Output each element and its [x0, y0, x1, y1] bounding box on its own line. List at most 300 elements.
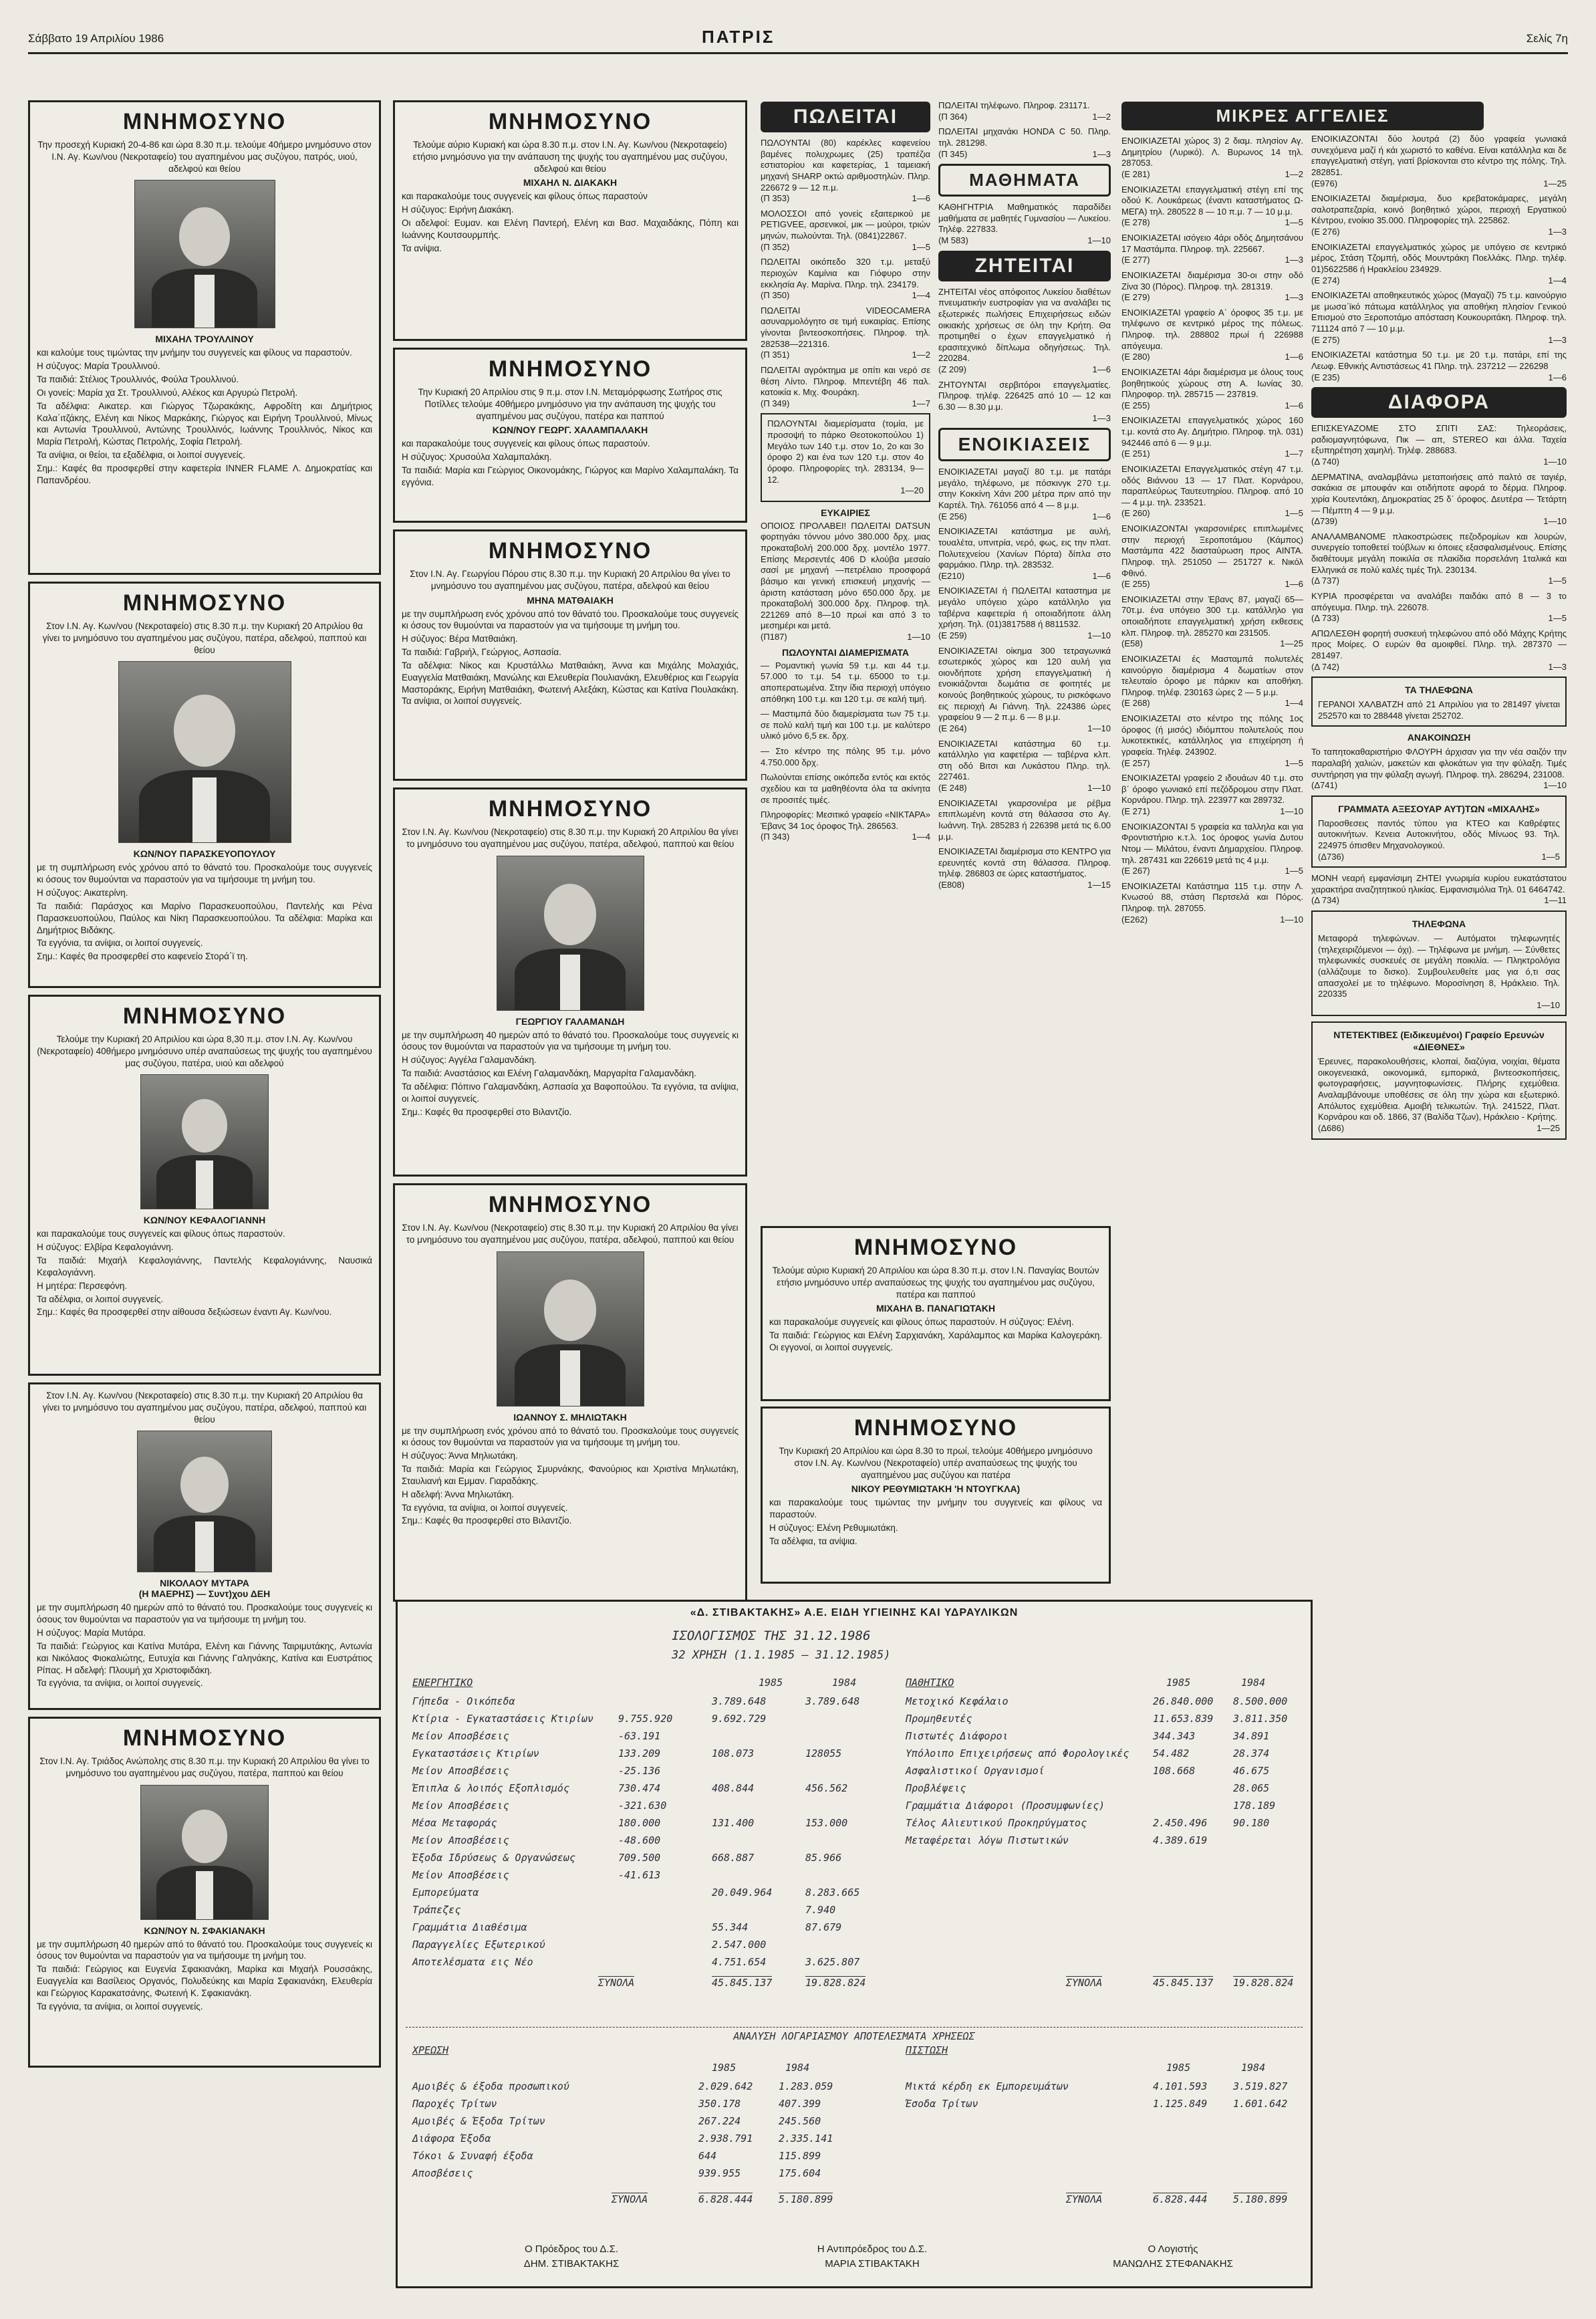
- classified-ad-footer: [1121, 449, 1303, 460]
- deceased-name: ΚΩΝ/ΝΟΥ ΠΑΡΑΣΚΕΥΟΠΟΥΛΟΥ: [133, 848, 276, 860]
- obituary-line: Τα παιδιά: Γεώργιος και Ελένη Σαρχιανάκη, Χαράλαμπος και Μαρίκα Καλογεράκη. Οι εγγονοί, οι λοιποί συγγενείς.: [769, 1330, 1102, 1353]
- portrait-photo: [134, 180, 275, 328]
- credit-heading: ΠΙΣΤΩΣΗ: [906, 2044, 948, 2056]
- classified-ad-number: 1—10: [1087, 783, 1111, 793]
- classified-ad-number: 1—25: [1543, 178, 1567, 189]
- credit-label: Έσοδα Τρίτων: [906, 2098, 978, 2110]
- profit-loss-title: ΑΝΑΛΥΣΗ ΛΟΓΑΡΙΑΣΜΟΥ ΑΠΟΤΕΛΕΣΜΑΤΑ ΧΡΗΣΕΩΣ: [406, 2027, 1303, 2042]
- asset-value: 668.887: [712, 1852, 755, 1864]
- accessories-text: Παροσθεσεις παντός τύπου για ΚΤΕΟ και Καθρέφτες αυτοκινήτων. Κενεια Αυτοκινήτου, οδός Μίνωος 93. Τηλ. 224975 όπισθεν Μηχανολογικού.: [1318, 818, 1560, 850]
- obituary-line: Τα παιδιά: Παράσχος και Μαρίνο Παρασκευοπούλου, Παντελής και Ρένα Παρασκευοπούλου, Παύλος και Νίκη Παρασκευοπούλου. Τα αδέλφια: Μαρίκα και Δημήτριος Βιδάκης.: [37, 900, 372, 935]
- classified-ad-ref: (E 275): [1311, 334, 1340, 345]
- obituary-body: [402, 1425, 739, 1528]
- credit-label: Μικτά κέρδη εκ Εμπορευμάτων: [906, 2080, 1069, 2092]
- debit-label: Τόκοι & Συναφή έξοδα: [412, 2150, 533, 2162]
- asset-label: Μείον Αποσβέσεις: [412, 1765, 509, 1777]
- assets-total: 45.845.137: [712, 1977, 773, 1989]
- signature-name: ΜΑΡΙΑ ΣΤΙΒΑΚΤΑΚΗ: [825, 2258, 920, 2270]
- section-header-apartments: ΠΩΛΟΥΝΤΑΙ ΔΙΑΜΕΡΙΣΜΑΤΑ: [781, 646, 910, 658]
- obituary-line: Η σύζυγος: Βέρα Ματθαιάκη.: [402, 634, 518, 644]
- liability-value: 28.065: [1233, 1782, 1270, 1794]
- obituary-line: Η σύζυγος: Αικατερίνη.: [37, 888, 128, 898]
- classified-ad-ref: (E 248): [938, 783, 967, 793]
- debit-value: 1.283.059: [779, 2080, 833, 2092]
- classified-ad-footer: [1121, 255, 1303, 266]
- obituary-line: Σημ.: Καφές θα προσφερθεί στην αίθουσα δεξιώσεων έναντι Αγ. Κων/νου.: [37, 1307, 332, 1318]
- sale-ads: [761, 138, 930, 409]
- classified-ad-text: ΕΝΟΙΚΙΑΖΕΤΑΙ στο κέντρο της πόλης 1ος όροφος (ή μισός) ιδιόμπτου πολυτελούς που λυκοτεκτικές, κατάλληλος για επιχείρηση ή γραφεία. Τηλέφ. 243902.: [1121, 713, 1303, 757]
- classified-ad-number: 1—3: [1092, 412, 1111, 423]
- assets-total: 19.828.824: [805, 1977, 866, 1989]
- classified-ad-footer: [1311, 516, 1567, 527]
- classified-ad-number: 1—6: [1092, 511, 1111, 521]
- asset-value: 55.344: [712, 1921, 749, 1933]
- obituary-intro: Την Κυριακή 20 Απριλίου και ώρα 8.30 το πρωί, τελούμε 40θήμερο μνημόσυνο στον Ι.Ν. Αγ. Κων/νου (Νεκροταφείο) υπέρ αναπαύσεως της ψυχής του αγαπημένου μας συζύγου και πατέρα: [779, 1446, 1093, 1480]
- classified-ad-number: 1—6: [1285, 352, 1303, 362]
- classified-ad-text: ΠΩΛΕΙΤΑΙ αγρόκτημα με οπίτι και νερό σε θέση Λίντο. Πληροφ. Μπεντέβη 46 παλ. κατοικία κ. Μιχ. Φουράκη.: [761, 364, 930, 398]
- rental-ads-c: [1311, 134, 1567, 383]
- classified-ad-number: 1—3: [1548, 661, 1567, 672]
- obituary-line: Η αδελφή: Άννα Μηλιωτάκη.: [402, 1489, 514, 1499]
- classified-ad-number: 1—3: [1548, 227, 1567, 237]
- classified-ad-text: ΚΥΡΙΑ προσφέρεται να αναλάβει παιδάκι από 8 — 3 το απόγευμα. Πληρ. τηλ. 226078.: [1311, 590, 1567, 612]
- credit-total: ΣΥΝΟΛΑ: [1066, 2193, 1103, 2205]
- accessories-title: ΓΡΑΜΜΑΤΑ ΑΞΕΣΟΥΑΡ ΑΥΤ)ΤΩΝ «ΜΙΧΑΛΗΣ»: [1338, 803, 1540, 814]
- debit-value: 939.955: [698, 2167, 741, 2179]
- obituary-notice: [393, 787, 747, 1177]
- obituary-line: με την συμπλήρωση ενός χρόνου από τον θάνατό του. Προσκαλούμε τους συγγενείς κι όσους τον θυμούνται να παραστούν για να τιμήσουμε τη μνήμη του.: [402, 608, 739, 631]
- classifieds-column-3: [761, 100, 930, 847]
- misc-ads: [1311, 423, 1567, 673]
- asset-value: 730.474: [618, 1782, 661, 1794]
- section-header-sale: ΠΩΛΕΙΤΑΙ: [761, 102, 930, 132]
- classified-ad: [1121, 308, 1303, 363]
- wanted-ads: [938, 287, 1111, 424]
- classified-ad-footer: [1311, 275, 1567, 287]
- obituary-title: ΜΝΗΜΟΣΥΝΟ: [488, 538, 652, 564]
- obituary-line: Τα παιδιά: Μαρία και Γεώργιος Σμυρνάκης, Φανούριος και Χριστίνα Μηλιωτάκη, Σταυλιανή και Εμμαν. Γιαραδάκης.: [402, 1464, 739, 1486]
- classified-ad-footer: [1121, 169, 1303, 180]
- classified-ad-footer: [761, 632, 930, 643]
- obituary-notice: [393, 100, 747, 341]
- classified-ad-footer: [938, 511, 1111, 523]
- liability-value: 28.374: [1233, 1747, 1270, 1759]
- assets-total: ΣΥΝΟΛΑ: [598, 1977, 635, 1989]
- asset-value: 9.692.729: [712, 1713, 767, 1725]
- classified-ad-footer: [1121, 352, 1303, 363]
- classified-ad-footer: [1311, 613, 1567, 624]
- debit-year-1984: 1984: [785, 2062, 810, 2074]
- classified-ad-ref: (Δ 740): [1311, 457, 1339, 467]
- liabilities-total: 45.845.137: [1153, 1977, 1214, 1989]
- obituary-line: Η σύζυγος: Μαρία Τρουλλινού.: [37, 361, 160, 372]
- telephones-title: ΤΗΛΕΦΩΝΑ: [1412, 919, 1466, 930]
- asset-label: Γήπεδα - Οικόπεδα: [412, 1695, 515, 1707]
- obituary-line: Η μητέρα: Περσεφόνη.: [37, 1280, 128, 1291]
- classified-ad-number: 1—4: [1548, 275, 1567, 285]
- classified-ad: [761, 746, 930, 768]
- bargain-ads: [761, 521, 930, 643]
- credit-value: 4.101.593: [1153, 2080, 1208, 2092]
- classified-ad-number: 1—6: [1285, 400, 1303, 410]
- asset-value: 408.844: [712, 1782, 755, 1794]
- boxed-sale-text: ΠΩΛΟΥΝΤΑΙ διαμερίσματα (τομία, με προσοψή το πάρκο Θεοτοκοπούλου 1) Μεγάλο των 140 τ.μ. στον 1ο, 2ο και 3ο όροφο 2) και ένα των 120 τ.μ. στον 4ο όροφο. Πληροφορίες τηλ. 283134, 9—12.: [767, 418, 924, 485]
- deceased-name: ΝΙΚΟΛΑΟΥ ΜΥΤΑΡΑ (Η ΜΑΕΡΗΣ) — Συντ)χου ΔΕΗ: [138, 1578, 271, 1600]
- obituary-intro: Στον Ι.Ν. Αγ. Κων/νου (Νεκροταφείο) στις 8.30 π.μ. την Κυριακή 20 Απριλίου θα γίνει το μνημόσυνο του αγαπημένου μας συζύγου, πατέρα, αδελφού, παππού και θείου: [402, 827, 739, 849]
- obituary-line: με τη συμπλήρωση ενός χρόνου από το θάνατό του. Προσκαλούμε τους συγγενείς κι όσους τον θυμούνται να παραστούν για να τιμήσουμε τη μνήμη του.: [37, 862, 372, 885]
- obituary-intro: Στον Ι.Ν. Αγ. Τριάδος Ανώπολης στις 8.30 π.μ. την Κυριακή 20 Απριλίου θα γίνει το μνημόσυνο του αγαπημένου μας συζύγου, πατέρα, παππού και θείου: [39, 1756, 370, 1778]
- classified-ad: [1121, 233, 1303, 266]
- debit-value: 2.335.141: [779, 2132, 833, 2145]
- classified-ad-text: ΕΝΟΙΚΙΑΖΕΤΑΙ κατάστημα 60 τ.μ. κατάλληλο για καφετέρια — ταβέρνα κλπ. στη οδό Βιτσι και Λυκάστου Πληρ. τηλ. 227461.: [938, 738, 1111, 782]
- obituary-line: και παρακαλούμε τους τιμώντας την μνήμην του συγγενείς και φίλους να παραστούν.: [769, 1497, 1102, 1520]
- debit-label: Παροχές Τρίτων: [412, 2098, 497, 2110]
- classified-ad: [1311, 242, 1567, 287]
- obituary-line: Τα παιδιά: Στέλιος Τρουλλινός, Φούλα Τρουλλινού.: [37, 374, 239, 385]
- debit-label: Αμοιβές & έξοδα προσωπικού: [412, 2080, 569, 2092]
- classified-ad-ref: (E 267): [1121, 866, 1150, 876]
- classified-ad-footer: [761, 193, 930, 205]
- classified-ad-text: ΕΝΟΙΚΙΑΖΟΝΤΑΙ 5 γραφεία κα ταλληλα και για Φροντιστήριο κ.τ.λ. 1ος όροφος γωνία Δυτου Ντομ — Μιλάτου, έναντι Δημαρχείου. Πληροφ. τηλ. 287431 και 226619 μετά τις 4 μ.μ.: [1121, 821, 1303, 865]
- signature-role: Η Αντιπρόεδρος του Δ.Σ.: [817, 2243, 928, 2255]
- asset-value: 4.751.654: [712, 1956, 767, 1968]
- signature-role: Ο Λογιστής: [1148, 2243, 1198, 2255]
- classified-ad-ref: (Π187): [761, 632, 787, 642]
- liability-value: 54.482: [1153, 1747, 1190, 1759]
- classified-ad-number: 1—6: [1548, 372, 1567, 382]
- asset-value: 85.966: [805, 1852, 842, 1864]
- classified-ad-ref: (E 256): [938, 511, 967, 521]
- classified-ad: [761, 709, 930, 742]
- obituary-notice: [28, 1382, 381, 1710]
- announcement-number: 1—10: [1543, 780, 1567, 791]
- obituary-line: Τα παιδιά: Μαρία και Γεώργιος Οικονομάκης, Γιώργος και Μαρίνο Χαλαμπαλάκη. Τα εγγόνια.: [402, 465, 739, 487]
- obituary-line: Τα παιδιά: Γαβριήλ, Γεώργιος, Ασπασία.: [402, 647, 561, 658]
- deceased-name: ΜΙΧΑΗΛ ΤΡΟΥΛΛΙΝΟΥ: [155, 334, 254, 345]
- debit-value: 175.604: [779, 2167, 821, 2179]
- classified-ad-footer: [938, 413, 1111, 424]
- classified-ad-ref: (E 280): [1121, 352, 1150, 362]
- classified-ad-ref: (E 255): [1121, 400, 1150, 410]
- classified-ad: [761, 772, 930, 806]
- asset-value: 87.679: [805, 1921, 842, 1933]
- debit-value: 2.029.642: [698, 2080, 753, 2092]
- classified-ad-text: ΑΠΩΛΕΣΘΗ φορητή συσκευή τηλεφώνου από οδό Μάχης Κρήτης προς Μοίρες. Ο ευρών θα αμοιφθεί. Πληρ. τηλ. 287370 — 281497.: [1311, 628, 1567, 660]
- asset-value: 3.789.648: [805, 1695, 860, 1707]
- classified-ad: [1311, 591, 1567, 624]
- classified-ad-footer: [1121, 914, 1303, 926]
- classified-ad-text: — Ρομαντική γωνία 59 τ.μ. και 44 τ.μ. 57.000 το τ.μ. 54 τ.μ. 65000 το τ.μ. αποπερατωμένα. Στην ίδια περιοχή υπόγειο απόθηκη 100 τ.μ. και 120 τ.μ. σε καλή τιμή.: [761, 660, 930, 704]
- classified-ad-ref: (E808): [938, 880, 965, 890]
- obituary-intro: Στον Ι.Ν. Αγ. Κων/νου (Νεκροταφείο) στις 8.30 π.μ. την Κυριακή 20 Απριλίου θα γίνει το μνημόσυνο του αγαπημένου μας συζύγου, πατέρα, αδελφού, παππού και θείου: [402, 1223, 739, 1245]
- classified-ad-number: 1—10: [1087, 630, 1111, 640]
- asset-value: 709.500: [618, 1852, 661, 1864]
- section-header-wanted: ΖΗΤΕΙΤΑΙ: [938, 251, 1111, 281]
- classified-ad: [1121, 136, 1303, 180]
- classified-ad-footer: [761, 350, 930, 361]
- asset-value: 108.073: [712, 1747, 755, 1759]
- asset-label: Εμπορεύματα: [412, 1886, 479, 1899]
- asset-label: Μείον Αποσβέσεις: [412, 1730, 509, 1742]
- classified-ad: [761, 660, 930, 705]
- classified-ad: [761, 257, 930, 301]
- classified-ad-text: ΟΠΟΙΟΣ ΠΡΟΛΑΒΕΙ! ΠΩΛΕΙΤΑΙ DATSUN φορτηγάκι τόννου μόνο 380.000 δρχ. μιας προκαταβολή 200.000 δρχ. μοντέλο 1977. Επίσης Μερσεντές 406 D κλούβα μεσαίο σασί με μηχανή —πετρέλαιο προσφορά βάσιμο και γενική επισκευή μηχανής —άριστη κατάσταση μόνο 650.000 δρχ. με προκαταβολή 300.000 δρχ. Πληροφ. τηλ. 221269 από 8—10 πρωί και από 3 το μεσημέρι και μετά.: [761, 520, 930, 631]
- telephones-ad: [1311, 910, 1567, 1016]
- classified-ad-ref: (E 281): [1121, 168, 1150, 179]
- classified-ad: [761, 138, 930, 205]
- asset-value: 180.000: [618, 1817, 661, 1829]
- classified-ad-footer: [1311, 576, 1567, 587]
- obituary-column-2: [393, 100, 747, 1608]
- classified-ad-number: 1—3: [1548, 334, 1567, 345]
- obituary-line: με την συμπλήρωση 40 ημερών από το θάνατό του. Προσκαλούμε τους συγγενείς κι όσους τον θυμούνται να παραστούν για να τιμήσουμε τη μνήμη του.: [37, 1939, 372, 1961]
- classified-ad-ref: (Δ 737): [1311, 576, 1339, 586]
- deceased-name: ΚΩΝ/ΝΟΥ ΓΕΩΡΓ. ΧΑΛΑΜΠΑΛΑΚΗ: [492, 424, 648, 436]
- deceased-name: ΜΙΧΑΗΛ Β. ΠΑΝΑΓΙΩΤΑΚΗ: [876, 1303, 996, 1314]
- classified-ad-text: — Στο κέντρο της πόλης 95 τ.μ. μόνο 4.750.000 δρχ.: [761, 746, 930, 767]
- deceased-name: ΝΙΚΟΥ ΡΕΘΥΜΙΩΤΑΚΗ 'Η ΝΤΟΥΓΚΛΑ): [851, 1483, 1021, 1495]
- liability-value: 90.180: [1233, 1817, 1270, 1829]
- personal-ad-number: 1—11: [1544, 895, 1567, 906]
- classified-ad-footer: [1121, 866, 1303, 877]
- page-number: Σελίς 7η: [1526, 32, 1568, 45]
- classified-ad-ref: (E 268): [1121, 698, 1150, 709]
- classified-ad-text: ΕΝΟΙΚΙΑΖΕΤΑΙ Κατάστημα 115 τ.μ. στην Λ. Κνωσού 88, στάση Περτσελά και Πόρος. Πληροφ. τηλ. 287055.: [1121, 880, 1303, 913]
- liability-value: 8.500.000: [1233, 1695, 1288, 1707]
- classified-ad-footer: [1311, 178, 1567, 190]
- classified-ad: [761, 306, 930, 361]
- classified-ad: [938, 526, 1111, 582]
- section-header-rentals: ΕΝΟΙΚΙΑΣΕΙΣ: [938, 428, 1111, 461]
- classified-ad-text: ΑΝΑΛΑΜΒΑΝΟΜΕ πλακοστρώσεις πεζοδρομίων και λουρών, συνεργείο τοποθετεί τούβλων κι όποιες εξασφαλισμένους. Επίσης διαθέτουμε μεγάλη ποικιλία σε πλακίδια πορσελάνη 1ταλικά και Ελληνικά σε πολύ καλές τιμές Τηλ. 230134.: [1311, 531, 1567, 575]
- liability-label: Τέλος Αλιευτικού Προκηρύγματος: [906, 1817, 1087, 1829]
- classified-ad-footer: [938, 149, 1111, 160]
- classified-ad-text: ΚΑΘΗΓΗΤΡΙΑ Μαθηματικός παραδίδει μαθήματα σε μαθητές Γυμνασίου — Λυκείου. Τηλέφ. 227833.: [938, 202, 1111, 235]
- debit-label: Αποσβέσεις: [412, 2167, 473, 2179]
- deceased-name: ΙΩΑΝΝΟΥ Σ. ΜΗΛΙΩΤΑΚΗ: [513, 1411, 627, 1423]
- classified-ad-number: 1—10: [907, 632, 930, 642]
- asset-value: -48.600: [618, 1834, 661, 1846]
- liability-label: Υπόλοιπο Επιχειρήσεως από Φορολογικές: [906, 1747, 1129, 1759]
- classified-ad-footer: [761, 290, 930, 301]
- detectives-ad: [1311, 1021, 1567, 1139]
- liability-value: 344.343: [1153, 1730, 1196, 1742]
- asset-value: 133.209: [618, 1747, 661, 1759]
- deceased-name: ΜΙΧΑΗΛ Ν. ΔΙΑΚΑΚΗ: [523, 177, 618, 189]
- classified-ad-number: 1—6: [912, 193, 930, 204]
- classified-ad-number: 1—4: [912, 290, 930, 301]
- liability-value: 11.653.839: [1153, 1713, 1214, 1725]
- liability-value: 178.189: [1233, 1800, 1276, 1812]
- classified-ad-text: ΕΝΟΙΚΙΑΖΕΤΑΙ διαμέρισμα στο ΚΕΝΤΡΟ για ερευνητές κοντά στη θάλασσα. Πληροφ. τηλέφ. 286803 σε ώρες καταστήματος.: [938, 846, 1111, 879]
- classified-ad-ref: (Π 350): [761, 290, 790, 301]
- apartment-ads: [761, 660, 930, 843]
- asset-value: 2.547.000: [712, 1939, 767, 1951]
- asset-value: 3.789.648: [712, 1695, 767, 1707]
- obituary-notice: [393, 1183, 747, 1602]
- obituary-notice: [28, 100, 381, 575]
- obituary-line: Τα εγγόνια, τα ανίψια, οι λοιποί συγγενείς.: [37, 2001, 203, 2011]
- classified-ad: [761, 521, 930, 643]
- balance-sheet-company: «Δ. ΣΤΙΒΑΚΤΑΚΗΣ» Α.Ε. ΕΙΔΗ ΥΓΙΕΙΝΗΣ ΚΑΙ ΥΔΡΑΥΛΙΚΩΝ: [690, 1607, 1019, 1618]
- detectives-title: ΝΤΕΤΕΚΤΙΒΕΣ (Ειδικευμένοι) Γραφείο Ερευνών «ΔΙΕΘΝΕΣ»: [1333, 1029, 1545, 1053]
- classified-ad: [761, 365, 930, 410]
- obituary-line: Σημ.: Καφές θα προσφερθεί στο Βιλαντζίο.: [402, 1515, 572, 1526]
- classified-ad-ref: (E 257): [1121, 757, 1150, 768]
- debit-value: 407.399: [779, 2098, 821, 2110]
- section-header-small-ads: ΜΙΚΡΕΣ ΑΓΓΕΛΙΕΣ: [1121, 102, 1484, 130]
- classified-ad-number: 1—2: [912, 350, 930, 360]
- classified-ad-text: ΕΝΟΙΚΙΑΖΕΤΑΙ μαγαζί 80 τ.μ. με πατάρι μεγάλο, τηλέφωνο, με πόσκινγκ 270 τ.μ. στην Κοκκίνη Χάνι 200 μέτρα πριν από την Καρτέλ. Τηλ. 761056 από 4 — 8 μ.μ.: [938, 467, 1111, 510]
- section-header-bargains: ΕΥΚΑΙΡΙΕΣ: [821, 507, 870, 518]
- classified-ad-footer: [1311, 227, 1567, 238]
- phones-notice: [1311, 677, 1567, 727]
- classified-ad-number: 1—4: [1285, 698, 1303, 709]
- obituary-line: Τα παιδιά: Μιχαήλ Κεφαλογιάννης, Παντελής Κεφαλογιάννης, Ναυσικά Κεφαλογιάννη.: [37, 1255, 372, 1277]
- classified-ad-ref: (E210): [938, 570, 965, 581]
- classified-ad-footer: [1121, 758, 1303, 769]
- classified-ad-ref: (Π 345): [938, 148, 968, 159]
- classified-ad: [1121, 822, 1303, 877]
- classified-ad: [1121, 713, 1303, 769]
- classified-ad-ref: (Δ739): [1311, 516, 1338, 527]
- accessories-ref: (Δ736): [1318, 851, 1345, 862]
- classified-ad-footer: [938, 571, 1111, 582]
- debit-label: Διάφορα Έξοδα: [412, 2132, 491, 2145]
- assets-year-1985: 1985: [759, 1677, 783, 1689]
- classified-ad-number: 1—3: [1285, 292, 1303, 303]
- obituary-line: και παρακαλούμε συγγενείς και φίλους όπως παραστούν. Η σύζυγος: Ελένη.: [769, 1317, 1074, 1328]
- classified-ad-text: ΕΝΟΙΚΙΑΖΕΤΑΙ οίκημα 300 τετραγωνικά εσωτερικός χώρος και 120 αυλή για οιονδήποτε χρήση επαγγελματική ή ενοικιάζονται δωμάτια σε φοιτητές με κοινούς βοηθητικούς χώρους, τυ ρισκόφωνο εις περιοχή Αι Γιάννη. Τηλ. 224386 ώρες γραφείου 9 — 2 π.μ. 6 — 8 μ.μ.: [938, 645, 1111, 723]
- obituary-title: ΜΝΗΜΟΣΥΝΟ: [122, 1725, 287, 1751]
- obituary-notice: [761, 1226, 1111, 1401]
- classified-ad-number: 1—7: [1285, 449, 1303, 459]
- assets-heading: ΕΝΕΡΓΗΤΙΚΟ: [412, 1677, 473, 1689]
- obituary-body: [769, 1497, 1102, 1547]
- classified-ad-text: ΠΩΛΕΙΤΑΙ οικόπεδο 320 τ.μ. μεταξύ περιοχών Καμίνια και Γιόφυρο στην εκκλησία Αγ. Μαρίνα. Πληρ. τηλ. 234179.: [761, 257, 930, 289]
- liability-label: Μεταφέρεται λόγω Πιστωτικών: [906, 1834, 1069, 1846]
- asset-value: 456.562: [805, 1782, 848, 1794]
- classified-ad-ref: (E 278): [1121, 217, 1150, 228]
- classified-ad-footer: [1311, 335, 1567, 346]
- obituary-body: [37, 347, 372, 486]
- obituary-line: με την συμπλήρωση 40 ημερών από το θάνατό του. Προσκαλούμε τους συγγενείς κι όσους τον θυμούνται να παραστούν για να τιμήσουμε τη μνήμη του.: [402, 1029, 739, 1052]
- asset-label: Έξοδα Ιδρύσεως & Οργανώσεως: [412, 1852, 575, 1864]
- asset-label: Έπιπλα & λοιπός Εξοπλισμός: [412, 1782, 569, 1794]
- obituary-line: με την συμπλήρωση 40 ημερών από το θάνατό του. Προσκαλούμε τους συγγενείς κι όσους τον θυμούνται να παραστούν για να τιμήσουμε τη μνήμη του.: [37, 1602, 372, 1625]
- classifieds-column-6: [1311, 134, 1567, 1145]
- classified-ad-footer: [938, 723, 1111, 735]
- signature-name: ΜΑΝΩΛΗΣ ΣΤΕΦΑΝΑΚΗΣ: [1113, 2258, 1233, 2270]
- classified-ad-number: 1—10: [1087, 723, 1111, 733]
- obituary-body: [37, 1602, 372, 1689]
- obituary-line: Η σύζυγος: Άννα Μηλιωτάκη.: [402, 1451, 518, 1461]
- classified-ad-footer: [938, 630, 1111, 642]
- assets-year-1984: 1984: [832, 1677, 857, 1689]
- obituary-intro: Την Κυριακή 20 Απριλίου στις 9 π.μ. στον Ι.Ν. Μεταμόρφωσης Σωτήρος στις Ποτίλλες τελούμε 40θήμερο μνημόσυνο για την ανάπαυση της ψυχής του αγαπημένου μας συζύγου, πατέρα και παππού: [418, 387, 722, 421]
- liabilities-year-1984: 1984: [1241, 1677, 1266, 1689]
- debit-value: 245.560: [779, 2115, 821, 2127]
- accessories-number: 1—5: [1541, 851, 1560, 862]
- classified-ad-text: ΕΝΟΙΚΙΑΖΕΤΑΙ ή ΠΩΛΕΙΤΑΙ καταστημα με μεγάλο υπόγειο χώρο κατάλληλο για ταβέρνα καφετερία ή οποιαδήποτε άλλη χρήση. Τηλ. (01)3817588 ή 8811532.: [938, 586, 1111, 630]
- portrait-photo: [118, 661, 291, 843]
- classified-ad-number: 1—15: [1087, 880, 1111, 890]
- debit-total: 6.828.444: [698, 2193, 753, 2205]
- liabilities-total: ΣΥΝΟΛΑ: [1066, 1977, 1103, 1989]
- classified-ad-ref: (E 277): [1121, 255, 1150, 265]
- classified-ad-ref: (Π 364): [938, 111, 968, 122]
- portrait-photo: [497, 856, 644, 1011]
- classified-ad-text: ΕΝΟΙΚΙΑΖΕΤΑΙ 4άρι διαμέρισμα με όλους τους βοηθητικούς χώρους στη Α. Ιωνίας 30. Πληροφορ. τηλ. 285715 — 237819.: [1121, 366, 1303, 400]
- classified-ad: [1311, 193, 1567, 238]
- deceased-name: ΓΕΩΡΓΙΟΥ ΓΑΛΑΜΑΝΔΗ: [515, 1015, 625, 1027]
- sale-ads-continued: [938, 100, 1111, 160]
- classified-ad-ref: (Π 351): [761, 350, 790, 360]
- liability-value: 34.891: [1233, 1730, 1270, 1742]
- asset-value: -63.191: [618, 1730, 661, 1742]
- classified-ad-ref: (E 235): [1311, 372, 1340, 382]
- obituary-line: Οι γονείς: Μαρία χα Στ. Τρουλλινού, Αλέκος και Αργυρώ Πετρολή.: [37, 387, 298, 398]
- classified-ad: [1121, 415, 1303, 460]
- classified-ad-number: 1—6: [1285, 579, 1303, 590]
- classified-ad-text: ΔΕΡΜΑΤΙΝΑ, αναλαμβάνω μεταποιήσεις από παλτό σε ταγιέρ, σακάκια σε μπουφάν και οτιδήποτε αφορά το δέρμα. Πληροφ. χιρία Κουτεντάκη, Δημοκρατίας 25 δ΄ όροφος. Δευτέρα — Τετάρτη — Πέμπτη 4 — 9 μ.μ.: [1311, 471, 1567, 515]
- classified-ad-ref: (E 255): [1121, 579, 1150, 590]
- liabilities-heading: ΠΑΘΗΤΙΚΟ: [906, 1677, 954, 1689]
- classified-ad-ref: (E 276): [1311, 227, 1340, 237]
- classified-ad: [1121, 881, 1303, 926]
- classified-ad-number: 1—5: [1285, 866, 1303, 876]
- asset-label: Μείον Αποσβέσεις: [412, 1800, 509, 1812]
- obituary-body: [37, 1228, 372, 1318]
- boxed-sale-ad: [761, 413, 930, 501]
- classified-ad-number: 1—3: [1092, 148, 1111, 159]
- debit-year-1985: 1985: [712, 2062, 737, 2074]
- issue-date: Σάββατο 19 Απριλίου 1986: [28, 32, 164, 45]
- classified-ad-ref: (E 264): [938, 723, 967, 733]
- classified-ad-number: 1—5: [1285, 757, 1303, 768]
- liability-value: 2.450.496: [1153, 1817, 1208, 1829]
- classified-ad: [938, 739, 1111, 794]
- classified-ad-number: 1—2: [1285, 168, 1303, 179]
- classified-ad-number: 1—5: [1285, 217, 1303, 228]
- classified-ad-text: ΕΝΟΙΚΙΑΖΕΤΑΙ κατάστημα 50 τ.μ. με 20 τ.μ. πατάρι, επί της Λεωφ. Εθνικής Αντιστάσεως 41 Πληρ. τηλ. 237212 — 226298: [1311, 350, 1567, 371]
- credit-year-1984: 1984: [1241, 2062, 1266, 2074]
- detectives-text: Έρευνες, παρακολουθήσεις, κλοπαί, διαζύγια, νοιχίαι, θέματα οικογενειακά, οικονομικά, εμπορικά, βιντεοσκοπήσεις, φωτογραφήσεις, μαγνητοφωνίσεις. Πλήρης εχεμύθεια. Αναλαμβάνουμε υποθέσεις σε όλη την χώρα και εξωτερικό. Απόλυτος εχεμύθεια. Αμοιβή τελικωτών. Τηλ. 241522, Πλατ. Κορνάρου και οδ. 1866, 37 (Βαλίδα Τζων), Ηράκλειο - Κρήτης.: [1318, 1056, 1560, 1122]
- classified-ad-footer: [1121, 579, 1303, 590]
- classified-ad: [1121, 654, 1303, 709]
- classified-ad: [938, 846, 1111, 891]
- obituary-body: [37, 862, 372, 963]
- asset-value: 153.000: [805, 1817, 848, 1829]
- obituary-intro: Στον Ι.Ν. Αγ. Γεωργίου Πόρου στις 8.30 π.μ. την Κυριακή 20 Απριλίου θα γίνει το μνημόσυνο του αγαπημένου μας συζύγου, πατέρα, αδελφού και θείου: [410, 569, 730, 591]
- classified-ad: [1311, 290, 1567, 346]
- asset-value: 131.400: [712, 1817, 755, 1829]
- classified-ad: [1311, 134, 1567, 189]
- obituary-title: ΜΝΗΜΟΣΥΝΟ: [488, 1192, 652, 1217]
- obituary-title: ΜΝΗΜΟΣΥΝΟ: [488, 109, 652, 134]
- asset-value: 7.940: [805, 1904, 836, 1916]
- obituary-intro: Τελούμε την Κυριακή 20 Απριλίου και ώρα 8,30 π.μ. στον Ι.Ν. Αγ. Κων/νου (Νεκροταφείο) 40θήμερο μνημόσυνο υπέρ αναπαύσεως της ψυχής του αγαπημένου μας συζύγου, πατέρα, υιού και αδελφού: [37, 1034, 372, 1068]
- classified-ad-number: 1—10: [1543, 516, 1567, 527]
- asset-label: Γραμμάτια Διαθέσιμα: [412, 1921, 527, 1933]
- credit-total: 6.828.444: [1153, 2193, 1208, 2205]
- classified-ad-text: ΠΩΛΟΥΝΤΑΙ (80) καρέκλες καφενείου βαμένες πολυχρωμες (25) τραπέζια εστιατορίου και καφετερίας, 1 ταμειακή μηχανή SHARP οκτώ αριθμοστηλών. Πληρ. 226672 9 — 12 π.μ.: [761, 138, 930, 193]
- debit-total: 5.180.899: [779, 2193, 833, 2205]
- classified-ad-footer: [1311, 457, 1567, 468]
- liability-value: 108.668: [1153, 1765, 1196, 1777]
- liabilities-total: 19.828.824: [1233, 1977, 1294, 1989]
- section-header-lessons: ΜΑΘΗΜΑΤΑ: [938, 164, 1111, 197]
